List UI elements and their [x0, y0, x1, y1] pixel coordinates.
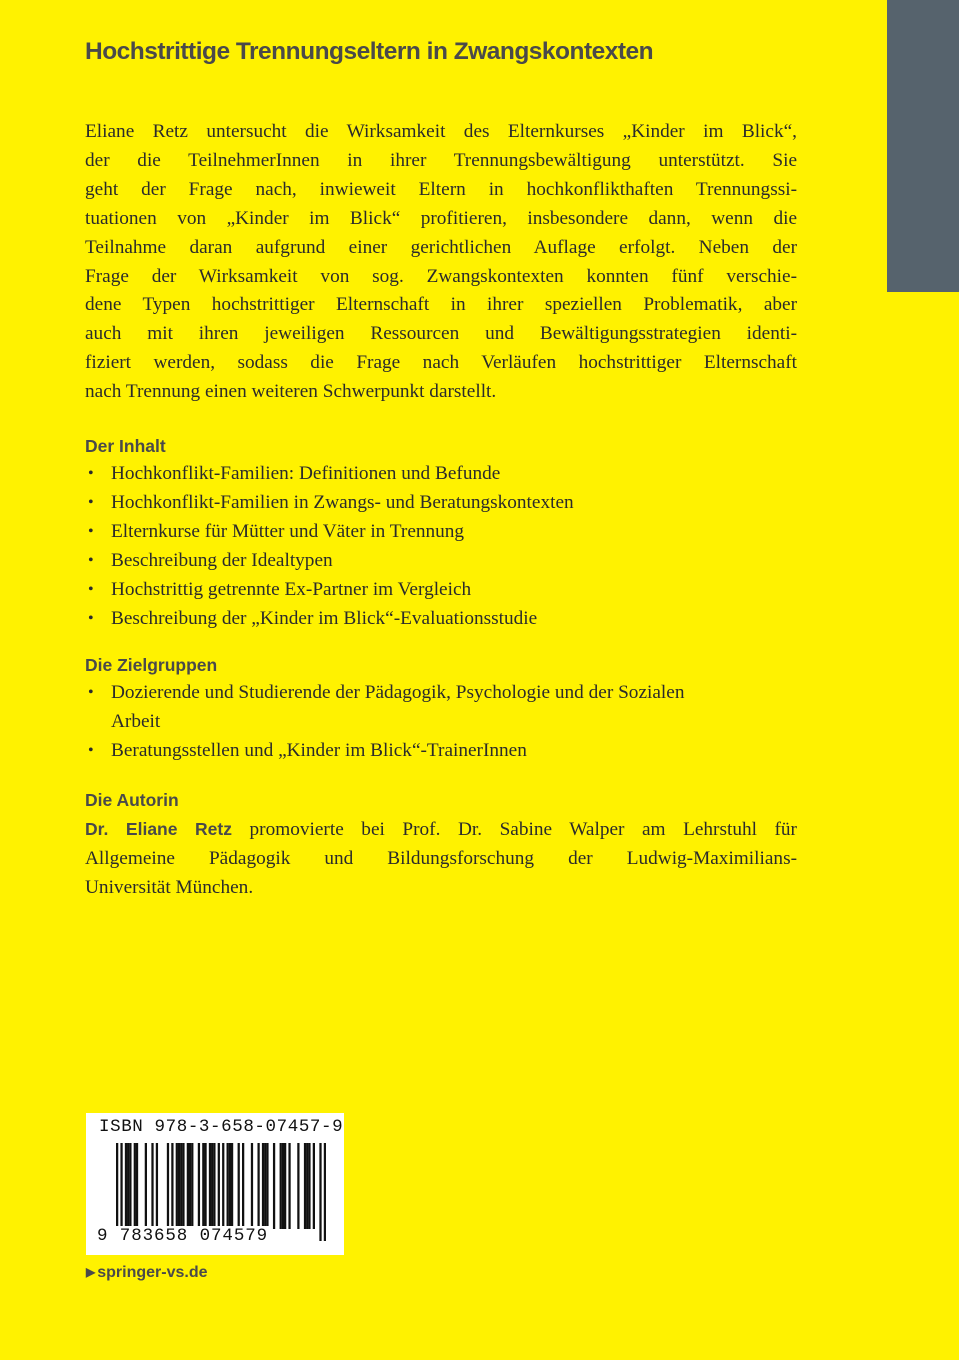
publisher-link[interactable]: ▶ springer-vs.de	[86, 1264, 208, 1281]
barcode-bar	[229, 1143, 231, 1229]
list-item: • Hochkonflikt-Familien in Zwangs- und Beratungskontexten	[85, 489, 805, 518]
barcode-bar	[308, 1143, 310, 1229]
intro-line: Teilnahme daran aufgrund einer gerichtlichen Auflage erfolgt. Neben der	[85, 236, 797, 258]
intro-line: Eliane Retz untersucht die Wirksamkeit des Elternkurses „Kinder im Blick“,	[85, 121, 797, 142]
barcode-bar	[189, 1143, 191, 1229]
barcode-bar	[213, 1143, 215, 1229]
barcode-bar	[211, 1143, 213, 1229]
barcode-bar	[151, 1143, 153, 1229]
list-item: • Hochstrittig getrennte Ex-Partner im Vergleich	[85, 576, 805, 605]
barcode-bar	[313, 1143, 315, 1229]
barcode-bar	[280, 1143, 282, 1229]
bullet-icon: •	[88, 684, 94, 701]
list-item: • Beschreibung der Idealtypen	[85, 547, 805, 576]
barcode-bar	[238, 1143, 240, 1229]
intro-paragraph	[85, 118, 797, 407]
barcode-bar	[127, 1143, 129, 1229]
audience-heading: Die Zielgruppen	[85, 655, 218, 675]
barcode-bar	[178, 1143, 180, 1229]
intro-line: fiziert werden, sodass die Frage nach Verläufen hochstrittiger Elternschaft	[85, 352, 797, 374]
barcode-bar	[264, 1143, 266, 1229]
book-title: Hochstrittige Trennungseltern in Zwangskontexten	[85, 38, 654, 65]
barcode-bar	[191, 1143, 193, 1229]
barcode-bar	[176, 1143, 178, 1229]
barcode-bar	[167, 1143, 169, 1229]
barcode-bar	[273, 1143, 275, 1229]
barcode-bar	[134, 1143, 136, 1229]
audience-list	[85, 679, 725, 766]
author-bio-line: Universität München.	[85, 876, 254, 898]
barcode-bar	[156, 1143, 158, 1229]
bullet-icon: •	[88, 741, 94, 759]
isbn-barcode-box	[86, 1113, 344, 1255]
barcode-bar	[251, 1143, 253, 1229]
barcode-bar	[306, 1143, 308, 1229]
barcode-bar	[227, 1143, 229, 1229]
arrow-right-icon: ▶	[86, 1265, 96, 1279]
barcode-bar	[198, 1143, 200, 1229]
content-heading: Der Inhalt	[85, 436, 166, 456]
barcode-bar	[297, 1143, 299, 1229]
barcode-bar	[204, 1143, 206, 1229]
bullet-icon: •	[88, 609, 94, 627]
author-bio-line: Allgemeine Pädagogik und Bildungsforschung der Ludwig-Maximilians-	[85, 847, 797, 869]
barcode-bar	[136, 1143, 138, 1229]
bullet-icon: •	[88, 522, 94, 540]
author-bio	[85, 815, 797, 903]
barcode-bar	[288, 1143, 290, 1229]
isbn-digits: 9 783658 074579	[97, 1226, 269, 1246]
author-name: Dr. Eliane Retz	[85, 819, 232, 839]
barcode-bar	[304, 1143, 306, 1229]
isbn-label: ISBN 978-3-658-07457-9	[99, 1117, 344, 1137]
barcode-bar	[282, 1143, 284, 1229]
list-item: • Dozierende und Studierende der Pädagogik, Psychologie und der Sozialen Arbeit	[85, 679, 725, 737]
intro-line: der die TeilnehmerInnen in ihrer Trennungsbewältigung unterstützt. Sie	[85, 149, 797, 171]
barcode-bar	[125, 1143, 127, 1229]
intro-line: nach Trennung einen weiteren Schwerpunkt darstellt.	[85, 381, 497, 403]
barcode-bar	[262, 1143, 264, 1229]
list-item: • Beschreibung der „Kinder im Blick“-Evaluationsstudie	[85, 605, 805, 634]
bullet-icon: •	[88, 493, 94, 511]
barcode-bar	[187, 1143, 189, 1229]
author-bio-line: Dr. Eliane Retz promovierte bei Prof. Dr. Sabine Walper am Lehrstuhl für	[85, 819, 797, 840]
barcode-bar	[266, 1143, 268, 1229]
barcode-bar	[145, 1143, 147, 1229]
bullet-icon: •	[88, 551, 94, 569]
barcode-bar	[284, 1143, 286, 1229]
bullet-icon: •	[88, 580, 94, 598]
barcode-bar	[202, 1143, 204, 1229]
barcode-bar	[209, 1143, 211, 1229]
barcode-bar	[231, 1143, 233, 1229]
bullet-icon: •	[88, 465, 94, 482]
intro-line: Frage der Wirksamkeit von sog. Zwangskontexten konnten fünf verschie-	[85, 265, 797, 287]
barcode-bar	[257, 1143, 259, 1229]
list-item: • Elternkurse für Mütter und Väter in Trennung	[85, 518, 805, 547]
barcode-bar	[182, 1143, 184, 1229]
intro-line: geht der Frage nach, inwieweit Eltern in hochkonflikthaften Trennungssi-	[85, 178, 797, 200]
list-item: • Beratungsstellen und „Kinder im Blick“-TrainerInnen	[85, 737, 725, 766]
list-item: • Hochkonflikt-Familien: Definitionen und Befunde	[85, 460, 805, 489]
barcode-bar	[171, 1143, 173, 1229]
barcode-bar	[129, 1143, 131, 1229]
side-color-tab	[887, 0, 959, 292]
content-list	[85, 460, 805, 633]
barcode-bar	[180, 1143, 182, 1229]
intro-line: tuationen von „Kinder im Blick“ profitieren, insbesondere dann, wenn die	[85, 207, 797, 229]
intro-line: auch mit ihren jeweiligen Ressourcen und Bewältigungsstrategien identi-	[85, 323, 797, 345]
barcode-bar	[242, 1143, 244, 1229]
author-heading: Die Autorin	[85, 790, 179, 810]
intro-line: dene Typen hochstrittiger Elternschaft in ihrer speziellen Problematik, aber	[85, 294, 797, 316]
